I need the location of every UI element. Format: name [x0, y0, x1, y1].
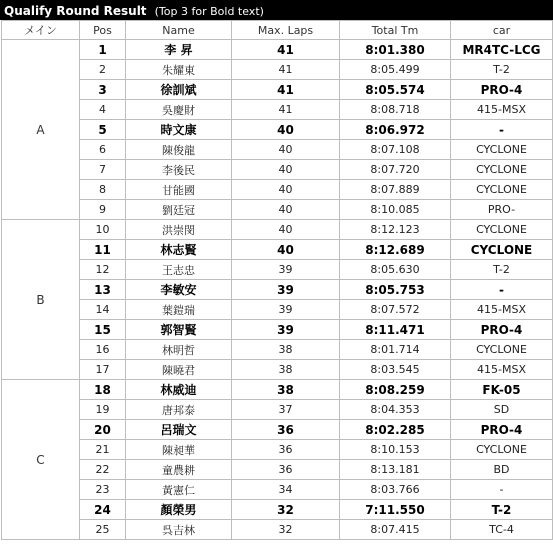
max-laps-cell: 36	[232, 460, 340, 480]
total-time-cell: 8:01.380	[340, 40, 451, 60]
table-row	[2, 460, 553, 480]
total-time-cell: 8:03.766	[340, 480, 451, 500]
group-label-cell: B	[2, 220, 80, 380]
max-laps-cell: 40	[232, 160, 340, 180]
car-cell: BD	[451, 460, 553, 480]
column-header-laps: Max. Laps	[232, 21, 340, 40]
car-cell: PRO-	[451, 200, 553, 220]
driver-name-cell: 陳俊龍	[126, 140, 232, 160]
table-row	[2, 520, 553, 540]
pos-cell: 25	[80, 520, 126, 540]
total-time-cell: 8:11.471	[340, 320, 451, 340]
total-time-cell: 8:02.285	[340, 420, 451, 440]
car-cell: CYCLONE	[451, 220, 553, 240]
driver-name-cell: 時文康	[126, 120, 232, 140]
driver-name-cell: 林明哲	[126, 340, 232, 360]
max-laps-cell: 40	[232, 240, 340, 260]
pos-cell: 19	[80, 400, 126, 420]
car-cell: CYCLONE	[451, 240, 553, 260]
title-bar	[0, 0, 553, 20]
page-title: Qualify Round Result	[4, 4, 147, 18]
car-cell: CYCLONE	[451, 140, 553, 160]
car-cell: T-2	[451, 60, 553, 80]
group-label-cell: C	[2, 380, 80, 540]
table-row	[2, 320, 553, 340]
pos-cell: 1	[80, 40, 126, 60]
driver-name-cell: 李後民	[126, 160, 232, 180]
car-cell: PRO-4	[451, 420, 553, 440]
car-cell: FK-05	[451, 380, 553, 400]
pos-cell: 12	[80, 260, 126, 280]
table-row	[2, 140, 553, 160]
table-row	[2, 480, 553, 500]
pos-cell: 20	[80, 420, 126, 440]
max-laps-cell: 36	[232, 420, 340, 440]
max-laps-cell: 39	[232, 300, 340, 320]
pos-cell: 24	[80, 500, 126, 520]
car-cell: -	[451, 480, 553, 500]
max-laps-cell: 40	[232, 180, 340, 200]
car-cell: MR4TC-LCG	[451, 40, 553, 60]
car-cell: -	[451, 280, 553, 300]
car-cell: T-2	[451, 500, 553, 520]
driver-name-cell: 王志忠	[126, 260, 232, 280]
total-time-cell: 8:10.085	[340, 200, 451, 220]
total-time-cell: 8:07.572	[340, 300, 451, 320]
pos-cell: 22	[80, 460, 126, 480]
total-time-cell: 8:05.753	[340, 280, 451, 300]
driver-name-cell: 童農耕	[126, 460, 232, 480]
results-table	[1, 20, 553, 540]
column-header-time: Total Tm	[340, 21, 451, 40]
pos-cell: 6	[80, 140, 126, 160]
driver-name-cell: 李敏安	[126, 280, 232, 300]
pos-cell: 11	[80, 240, 126, 260]
pos-cell: 3	[80, 80, 126, 100]
table-row	[2, 360, 553, 380]
max-laps-cell: 34	[232, 480, 340, 500]
car-cell: CYCLONE	[451, 440, 553, 460]
pos-cell: 2	[80, 60, 126, 80]
table-row	[2, 100, 553, 120]
table-row	[2, 180, 553, 200]
total-time-cell: 8:10.153	[340, 440, 451, 460]
car-cell: CYCLONE	[451, 160, 553, 180]
total-time-cell: 8:12.123	[340, 220, 451, 240]
results-body	[2, 40, 553, 540]
table-row	[2, 120, 553, 140]
driver-name-cell: 葉鎧瑞	[126, 300, 232, 320]
driver-name-cell: 朱耀東	[126, 60, 232, 80]
table-row	[2, 220, 553, 240]
table-row	[2, 160, 553, 180]
table-row	[2, 400, 553, 420]
table-row	[2, 60, 553, 80]
car-cell: CYCLONE	[451, 340, 553, 360]
pos-cell: 5	[80, 120, 126, 140]
max-laps-cell: 37	[232, 400, 340, 420]
total-time-cell: 8:05.574	[340, 80, 451, 100]
driver-name-cell: 林志賢	[126, 240, 232, 260]
max-laps-cell: 39	[232, 320, 340, 340]
total-time-cell: 8:08.259	[340, 380, 451, 400]
max-laps-cell: 41	[232, 40, 340, 60]
pos-cell: 10	[80, 220, 126, 240]
driver-name-cell: 郭智賢	[126, 320, 232, 340]
max-laps-cell: 40	[232, 200, 340, 220]
total-time-cell: 8:13.181	[340, 460, 451, 480]
max-laps-cell: 40	[232, 120, 340, 140]
table-header-row	[2, 21, 553, 40]
total-time-cell: 8:03.545	[340, 360, 451, 380]
total-time-cell: 8:06.972	[340, 120, 451, 140]
max-laps-cell: 40	[232, 220, 340, 240]
pos-cell: 8	[80, 180, 126, 200]
max-laps-cell: 36	[232, 440, 340, 460]
car-cell: PRO-4	[451, 80, 553, 100]
table-row	[2, 80, 553, 100]
car-cell: 415-MSX	[451, 100, 553, 120]
car-cell: TC-4	[451, 520, 553, 540]
total-time-cell: 8:01.714	[340, 340, 451, 360]
column-header-name: Name	[126, 21, 232, 40]
table-row	[2, 500, 553, 520]
total-time-cell: 8:07.108	[340, 140, 451, 160]
table-row	[2, 40, 553, 60]
pos-cell: 4	[80, 100, 126, 120]
pos-cell: 18	[80, 380, 126, 400]
car-cell: SD	[451, 400, 553, 420]
max-laps-cell: 40	[232, 140, 340, 160]
pos-cell: 23	[80, 480, 126, 500]
table-row	[2, 420, 553, 440]
driver-name-cell: 顏榮男	[126, 500, 232, 520]
total-time-cell: 7:11.550	[340, 500, 451, 520]
total-time-cell: 8:08.718	[340, 100, 451, 120]
driver-name-cell: 陳昶華	[126, 440, 232, 460]
column-header-car: car	[451, 21, 553, 40]
driver-name-cell: 洪崇閔	[126, 220, 232, 240]
total-time-cell: 8:07.720	[340, 160, 451, 180]
car-cell: -	[451, 120, 553, 140]
driver-name-cell: 徐訓斌	[126, 80, 232, 100]
page-subtitle: (Top 3 for Bold text)	[154, 5, 264, 18]
pos-cell: 9	[80, 200, 126, 220]
driver-name-cell: 黃憲仁	[126, 480, 232, 500]
table-row	[2, 380, 553, 400]
pos-cell: 7	[80, 160, 126, 180]
pos-cell: 15	[80, 320, 126, 340]
table-row	[2, 300, 553, 320]
max-laps-cell: 32	[232, 520, 340, 540]
driver-name-cell: 吳慶財	[126, 100, 232, 120]
driver-name-cell: 唐邦泰	[126, 400, 232, 420]
max-laps-cell: 38	[232, 340, 340, 360]
car-cell: 415-MSX	[451, 360, 553, 380]
pos-cell: 14	[80, 300, 126, 320]
max-laps-cell: 39	[232, 280, 340, 300]
table-row	[2, 260, 553, 280]
table-row	[2, 440, 553, 460]
car-cell: PRO-4	[451, 320, 553, 340]
driver-name-cell: 呉吉林	[126, 520, 232, 540]
total-time-cell: 8:05.499	[340, 60, 451, 80]
total-time-cell: 8:04.353	[340, 400, 451, 420]
total-time-cell: 8:05.630	[340, 260, 451, 280]
column-header-group: メイン	[2, 21, 80, 40]
max-laps-cell: 38	[232, 360, 340, 380]
total-time-cell: 8:07.889	[340, 180, 451, 200]
group-label-cell: A	[2, 40, 80, 220]
table-row	[2, 340, 553, 360]
driver-name-cell: 甘能國	[126, 180, 232, 200]
driver-name-cell: 呂瑞文	[126, 420, 232, 440]
total-time-cell: 8:07.415	[340, 520, 451, 540]
pos-cell: 16	[80, 340, 126, 360]
driver-name-cell: 劉廷冠	[126, 200, 232, 220]
max-laps-cell: 41	[232, 80, 340, 100]
max-laps-cell: 41	[232, 100, 340, 120]
total-time-cell: 8:12.689	[340, 240, 451, 260]
max-laps-cell: 38	[232, 380, 340, 400]
driver-name-cell: 陳曉君	[126, 360, 232, 380]
max-laps-cell: 32	[232, 500, 340, 520]
pos-cell: 17	[80, 360, 126, 380]
driver-name-cell: 李 昇	[126, 40, 232, 60]
max-laps-cell: 41	[232, 60, 340, 80]
pos-cell: 21	[80, 440, 126, 460]
car-cell: CYCLONE	[451, 180, 553, 200]
table-row	[2, 240, 553, 260]
car-cell: 415-MSX	[451, 300, 553, 320]
table-row	[2, 200, 553, 220]
pos-cell: 13	[80, 280, 126, 300]
max-laps-cell: 39	[232, 260, 340, 280]
car-cell: T-2	[451, 260, 553, 280]
table-row	[2, 280, 553, 300]
driver-name-cell: 林威迪	[126, 380, 232, 400]
column-header-pos: Pos	[80, 21, 126, 40]
